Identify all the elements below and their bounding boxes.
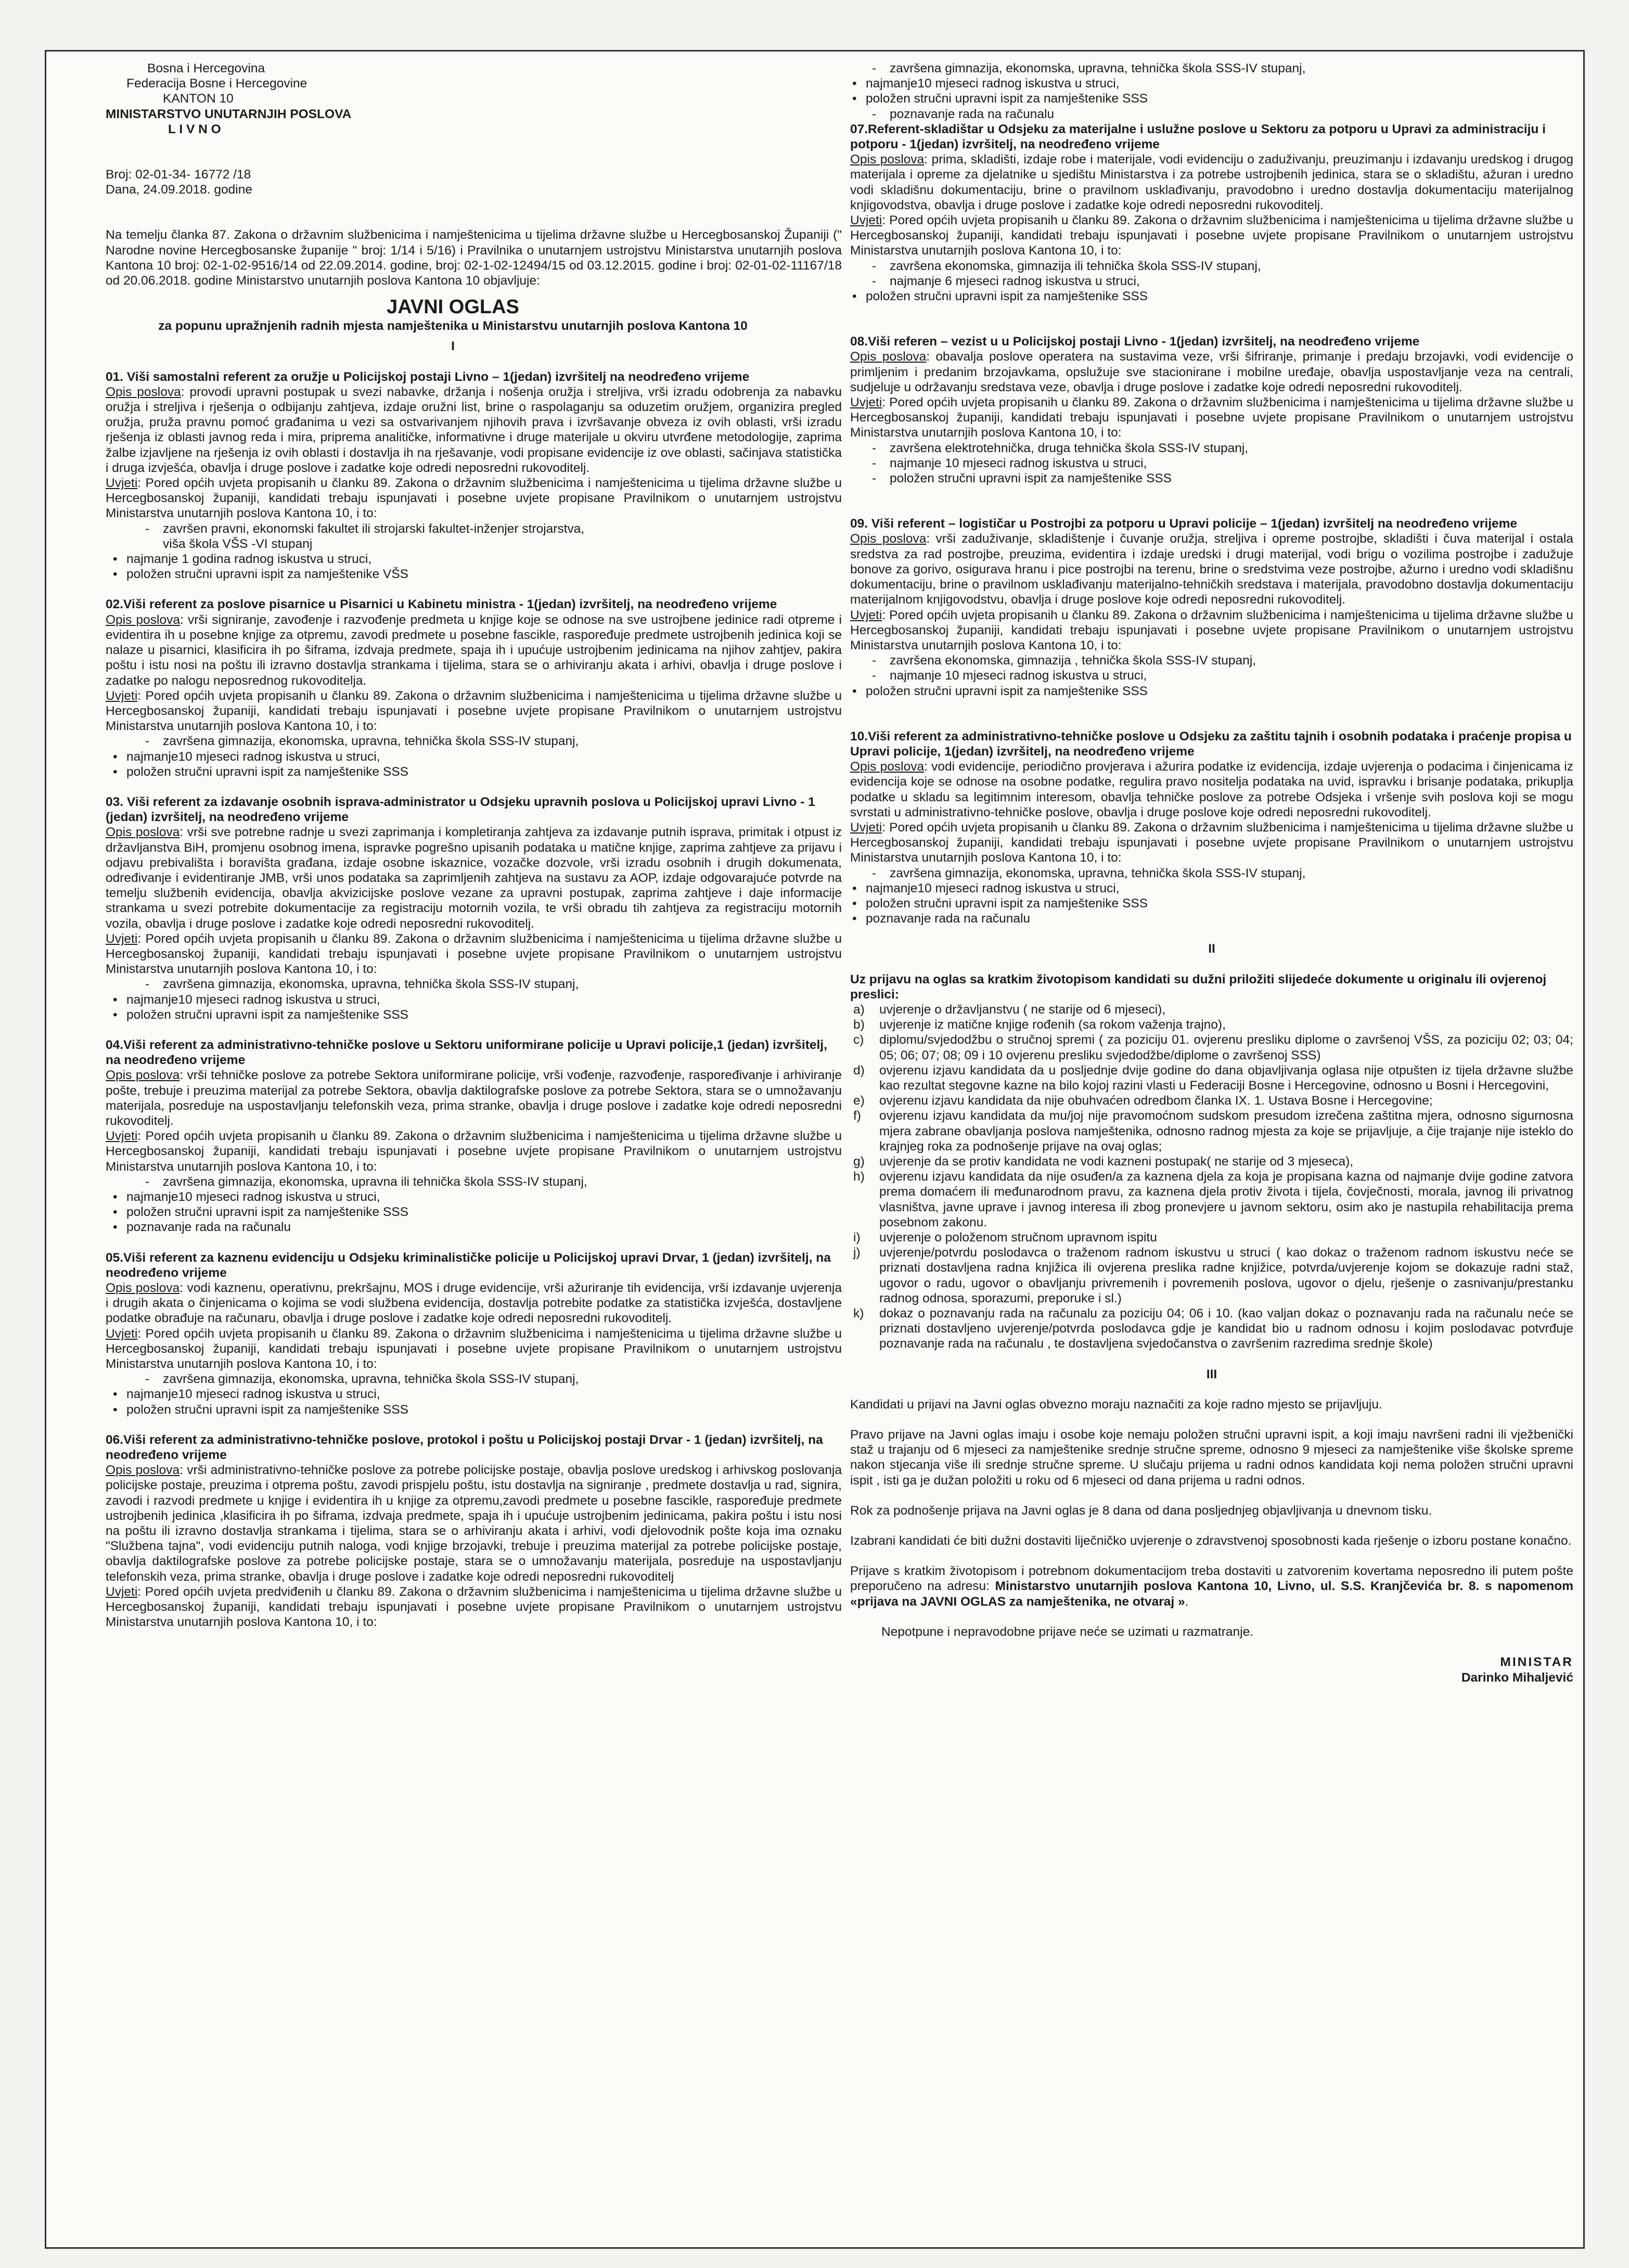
requirement: - položen stručni upravni ispit za namještenike SSS [890, 471, 1573, 486]
right-column [850, 61, 1573, 1686]
opis-label: Opis poslova [106, 825, 180, 840]
document-item-letter: i) [853, 1231, 861, 1245]
document-item-letter: g) [853, 1155, 865, 1169]
uvjeti-label: Uvjeti [106, 1584, 138, 1599]
document-item-letter: k) [853, 1306, 864, 1321]
opis-label: Opis poslova [850, 152, 925, 167]
closing-paragraph: Nepotpune i nepravodobne prijave neće se uzimati u razmatranje. [881, 1624, 1254, 1639]
opis-text: : vrši sve potrebne radnje u svezi zaprimanja i kompletiranja zahtjeva za izdavanje putnih isprava, primitak i otpust iz državljanstva BiH, promjenu osobnog imena, ispravke pogrešno upisanih podataka u matične knjige, zaprima zahtjeve za prijavu i odjavu prebivališta i boravišta građana, izdaje osobne iskaznice, vozačke dozvole, vrši izradu osobnih i drugih dokumenata, određivanje i evidentiranje JMB, vrši unos podataka sa zaprimljenih zahtjeva na sustavu za AOP, izdaje odgovarajuće potvrde na temelju službenih evidencija, obavlja akvizicijske poslove vezane za upravni postupak, zaprima zahtjeve i daje informacije strankama u svezi potrebite dokumentacije za registraciju motornih vozila, te vrši obradu tih zahtjeva za registraciju motornih vozila, obavlja i druge poslove i zadatke koje odredi neposredni rukovoditelj. [106, 825, 842, 931]
position-06-continued [850, 61, 1573, 122]
requirement: • položen stručni upravni ispit za namještenike SSS [126, 1402, 842, 1417]
document-item [853, 1306, 1573, 1352]
uvjeti-label: Uvjeti [106, 688, 138, 703]
document-item-text: ovjerenu izjavu kandidata da u posljednje dvije godine do dana objavljivanja oglasa nije otpušten iz tijela državne službe kao rezultat stegovne kazne na bilo kojoj razini vlasti u Federaciji Bosne i Hercegovine, odnosno u Bosni i Hercegovini, [879, 1063, 1573, 1093]
document-item-text: ovjerenu izjavu kandidata da mu/joj nije pravomoćnom sudskom presudom izrečena zaštitna mjera, odnosno sigurnosna mjera zabrane obavljanja poslova namještenika, odnosno radnog mjesta za koje se prijavljuje, a čije trajanje nije isteklo do krajnjeg roka za podnošenje prijave na ovaj oglas; [879, 1109, 1573, 1154]
document-item [853, 1002, 1573, 1017]
opis-text: : prima, skladišti, izdaje robe i materijale, vodi evidenciju o zaduživanju, preuzimanju i izdavanju uredskog i drugog materijala i opreme za djelatnike u sjedištu Ministarstva i za potrebe ustrojbenih jedinica, stara se o skladištu, ažuran i uredno vodi skladišnu dokumentaciju, brine o pravilnom usklađivanju, pravodobno i uredno dostavlja dokumentaciju materijalnog knjigovodstva, obavlja i druge poslove i zadatke koje odredi neposredni rukovoditelj. [850, 152, 1573, 212]
position-title: 10.Viši referent za administrativno-tehničke poslove u Odsjeku za zaštitu tajnih i osobnih podataka i praćenje propisa u Upravi policije, 1(jedan) izvršitelj, na neodređeno vrijeme [850, 729, 1572, 759]
requirement: • najmanje10 mjeseci radnog iskustva u struci, [126, 1189, 842, 1205]
requirement: • položen stručni upravni ispit za namještenike SSS [866, 896, 1573, 911]
requirement: • položen stručni upravni ispit za namještenike SSS [126, 764, 842, 779]
document-item-text: uvjerenje da se protiv kandidata ne vodi kazneni postupak( ne starije od 3 mjeseca), [879, 1155, 1354, 1169]
position-title: 01. Viši samostalni referent za oružje u Policijskoj postaji Livno – 1(jedan) izvršitelj na neodređeno vrijeme [106, 369, 750, 384]
page-subtitle: za popunu upražnjenih radnih mjesta namještenika u Ministarstvu unutarnjih poslova Kantona 10 [158, 319, 748, 334]
requirement: • najmanje10 mjeseci radnog iskustva u struci, [126, 749, 842, 764]
uvjeti-text: : Pored općih uvjeta predviđenih u članku 89. Zakona o državnim službenicima i namještenicima u tijelima državne službe u Hercegbosanskoj županiji, kandidati trebaju ispunjavati i posebne uvjete propisane Pravilnikom o unutarnjem ustrojstvu Ministarstva unutarnjih poslova Kantona 10, i to: [106, 1584, 842, 1630]
requirement: - najmanje 6 mjeseci radnog iskustva u struci, [890, 274, 1573, 289]
requirement: viša škola VŠS -VI stupanj [163, 536, 313, 551]
documents-intro: Uz prijavu na oglas sa kratkim životopisom kandidati su dužni priložiti slijedeće dokumente u originalu ili ovjerenoj preslici: [850, 972, 1547, 1002]
requirement: - poznavanje rada na računalu [890, 107, 1573, 122]
opis-text: : vrši signiranje, zavođenje i razvođenje predmeta u knjige koje se odnose na sve ustrojbene jedinice radi otpreme i evidentira ih u posebne knjige za otpremu, zavodi predmete u posebne fascikle, raspoređuje predmete ustrojbenih jedinica koji se nalaze u pisarnici, klasificira ih po šiframa, izdvaja predmete, spaja ih i upućuje ustrojbenim jedinicama na njihov zahtjev, pakira poštu i istu nosi na poštu ili izravno dostavlja strankama i tijelima, stara se o arhiviranju akata i arhivi, obavlja i druge poslove i zadatke po nalogu neposrednog rukovoditelja. [106, 612, 842, 688]
document-item-letter: a) [853, 1002, 865, 1017]
requirement: - završena ekonomska, gimnazija ili tehnička škola SSS-IV stupanj, [890, 259, 1573, 274]
closing-paragraph [850, 1564, 1573, 1609]
submission-text: Prijave s kratkim životopisom i potrebnom dokumentacijom treba dostaviti u zatvorenim kovertama neposredno ili putem pošte preporučeno na adresu: [850, 1564, 1573, 1594]
requirement: • najmanje10 mjeseci radnog iskustva u struci, [126, 992, 842, 1007]
page-title: JAVNI OGLAS [387, 296, 519, 318]
document-item-letter: d) [853, 1063, 865, 1078]
requirement: • položen stručni upravni ispit za namještenike SSS [866, 289, 1573, 304]
signature-name: Darinko Mihaljević [1461, 1671, 1573, 1685]
uvjeti-label: Uvjeti [850, 213, 882, 228]
opis-label: Opis poslova [106, 1463, 180, 1478]
position-title: 04.Viši referent za administrativno-tehničke poslove u Sektoru uniformirane policije u Upravi policije,1 (jedan) izvršitelj, na neodređeno vrijeme [106, 1037, 827, 1068]
requirement: - najmanje 10 mjeseci radnog iskustva u struci, [890, 668, 1573, 683]
document-item-text: uvjerenje o državljanstvu ( ne starije od 6 mjeseci), [879, 1002, 1166, 1017]
reference-number: Broj: 02-01-34- 16772 /18 [106, 168, 251, 182]
document-item-letter: f) [853, 1109, 861, 1123]
document-date: Dana, 24.09.2018. godine [106, 183, 252, 197]
requirement: - završena gimnazija, ekonomska, upravna, tehnička škola SSS-IV stupanj, [163, 734, 842, 749]
document-item [853, 1063, 1573, 1093]
header-line: L I V N O [168, 122, 221, 136]
opis-text: : vrši zaduživanje, skladištenje i čuvanje oružja, streljiva i opreme postrojbe, skladišti i čuva materijal i ostala sredstva za rad postrojbe, preuzima, evidentira i izdaje uredski i drugi materijal, vodi brigu o vozilima postrojbe i zadužuje bonove za gorivo, osigurava hranu i pice postrojbi na terenu, brine o sredstvima veze postrojbe, ažurno i uredno vodi skladišnu dokumentaciju, brine o pravilnom usklađivanju materijalno-tehničkih sredstava i materijala, pravodobno dostavlja dokumentaciju materijalnom knjigovodstvu, obavlja i druge poslove koje odredi neposredni rukovoditelj. [850, 532, 1573, 607]
document-item [853, 1032, 1573, 1062]
requirement: • položen stručni upravni ispit za namještenike SSS [866, 684, 1573, 699]
document-item [853, 1230, 1573, 1245]
letterhead [64, 61, 842, 137]
document-item-text: dokaz o poznavanju rada na računalu za poziciju 04; 06 i 10. (kao valjan dokaz o poznavanju rada na računalu neće se priznati dostavljeno uvjerenje/potvrda poslodavca gdje je kandidat bio u radnom odnosu i kojim poslodavac potvrđuje poznavanje rada na računalu , te dostavljena svjedočanstva o završenim razredima srednje škole) [879, 1306, 1573, 1351]
document-item-letter: j) [853, 1246, 861, 1260]
requirement: • najmanje10 mjeseci radnog iskustva u struci, [866, 881, 1573, 896]
opis-text: : vodi kaznenu, operativnu, prekršajnu, MOS i druge evidencije, vrši ažuriranje tih evidencija, vrši izdavanje uvjerenja i drugih akata o činjenicama o kojima se vodi službena evidencija, dostavlja potrebite podatke za statistička izvješća, dostavljene podatke obrađuje na računaru, obavlja i druge poslove i zadatke koje odredi neposredni rukovoditelj. [106, 1281, 842, 1326]
document-item [853, 1017, 1573, 1032]
uvjeti-label: Uvjeti [850, 608, 882, 622]
document-item [853, 1154, 1573, 1169]
requirement: • najmanje 1 godina radnog iskustva u struci, [126, 552, 842, 567]
opis-label: Opis poslova [106, 1281, 180, 1296]
document-item-letter: e) [853, 1094, 865, 1108]
opis-text: : obavalja poslove operatera na sustavima veze, vrši šifriranje, primanje i predaju brzojavki, vodi evidencije o primljenim i predanim brzojavkama, opslužuje sve stacionirane i mobilne uređaje, obavlja uspostavljanje veza na centrali, sudjeluje u održavanju sredstava veze, obavlja i druge poslove i zadatke koje odredi neposredni rukovoditelj. [850, 350, 1573, 394]
uvjeti-label: Uvjeti [106, 1326, 138, 1341]
closing-paragraph: Pravo prijave na Javni oglas imaju i osobe koje nemaju položen stručni upravni ispit, a koji imaju navršeni radni ili vježbenički staž u trajanju od 6 mjeseci za namještenike srednje stručne spreme, odnosno 9 mjeseci za namještenike više školske spreme nakon stjecanja više ili srednje stručne spreme. U slučaju prijema u radni odnos kandidata koji nema položen stručni upravni ispit , isti ga je dužan položiti u roku od 6 mjeseci od dana prijema u radni odnos. [850, 1428, 1573, 1488]
intro-paragraph: Na temelju članka 87. Zakona o državnim službenicima i namještenicima u tijelima državne službe u Hercegbosanskoj Županiji (" Narodne novine Hercegbosanske županije " broj: 1/14 i 5/16) i Pravilnika o unutarnjem ustrojstvu Ministarstva unutarnjih poslova Kantona 10 broj: 02-1-02-9516/14 od 22.09.2014. godine, broj: 02-1-02-12494/15 od 03.12.2015. godine i broj: 02-01-02-11167/18 od 20.06.2018. godine Ministarstvo unutarnjih poslova Kantona 10 objavljuje: [106, 228, 842, 288]
position-title: 09. Viši referent – logističar u Postrojbi za potporu u Upravi policije – 1(jedan) izvršitelj na neodređeno vrijeme [850, 517, 1518, 531]
requirement: - završena gimnazija, ekonomska, upravna, tehnička škola SSS-IV stupanj, [163, 977, 842, 992]
document-item-text: uvjerenje/potvrdu poslodavca o traženom radnom iskustvu u struci ( kao dokaz o traženom radnom iskustvu neće se priznati dostavljena radna knjižica ili ovjerena preslika radne knjižice, potvrda/uvjerenje kojom se dokazuje radni staž, ugovor o radu, ugovor o obavljanju privremenih i povremenih poslova, ugovor o djelu, rješenje o zasnivanju/prestanku radnog odnosa, sporazumi, preporuke i sl.) [879, 1246, 1573, 1305]
closing-paragraph: Kandidati u prijavi na Javni oglas obvezno moraju naznačiti za koje radno mjesto se prijavljuju. [850, 1397, 1382, 1412]
document-item [853, 1169, 1573, 1230]
documents-list [850, 1002, 1573, 1352]
requirement: • najmanje10 mjeseci radnog iskustva u struci, [126, 1387, 842, 1402]
document-item [853, 1245, 1573, 1306]
document-item-text: ovjerenu izjavu kandidata da nije osuđen/a za kaznena djela za koja je propisana kazna od najmanje dvije godine zatvora prema domaćem ili međunarodnom pravu, za kaznena djela protiv života i tijela, čovječnosti, morala, javnog ili privatnog vlasništva, javne uprave i javnog interesa ili zbog pronevjere u javnom sektoru, osim ako je nastupila rehabilitacija prema posebnom zakonu. [879, 1170, 1573, 1229]
position-05 [106, 1250, 842, 1417]
opis-label: Opis poslova [850, 350, 927, 364]
document-item-text: diplomu/svjedodžbu o stručnoj spremi ( za poziciju 01. ovjerenu presliku diplome o završenoj VŠS, za poziciju 02; 03; 04; 05; 06; 07; 08; 09 i 10 ovjerenu presliku svjedodžbe/diplome o završenoj SSS) [879, 1033, 1573, 1062]
uvjeti-text: : Pored općih uvjeta propisanih u članku 89. Zakona o državnim službenicima i namještenicima u tijelima državne službe u Hercegbosanskoj županiji, kandidati trebaju ispunjavati i posebne uvjete propisane Pravilnikom o unutarnjem ustrojstvu Ministarstva unutarnjih poslova Kantona 10, i to: [850, 608, 1573, 652]
header-line: Federacija Bosne i Hercegovine [126, 76, 307, 91]
requirement: - završena gimnazija, ekonomska, upravna, tehnička škola SSS-IV stupanj, [890, 61, 1573, 76]
header-line: KANTON 10 [163, 92, 234, 106]
requirement: • položen stručni upravni ispit za namještenike VŠS [126, 567, 842, 582]
requirement: - završena ekonomska, gimnazija , tehnička škola SSS-IV stupanj, [890, 653, 1573, 668]
requirement: - završena gimnazija, ekonomska, upravna ili tehnička škola SSS-IV stupanj, [163, 1174, 842, 1189]
uvjeti-text: : Pored općih uvjeta propisanih u članku 89. Zakona o državnim službenicima i namještenicima u tijelima državne službe u Hercegbosanskoj županiji, kandidati trebaju ispunjavati i posebne uvjete propisane Pravilnikom o unutarnjem ustrojstvu Ministarstva unutarnjih poslova Kantona 10, i to: [850, 395, 1573, 440]
uvjeti-text: : Pored općih uvjeta propisanih u članku 89. Zakona o državnim službenicima i namještenicima u tijelima državne službe u Hercegbosanskoj županiji, kandidati trebaju ispunjavati i posebne uvjete propisane Pravilnikom o unutarnjem ustrojstvu Ministarstva unutarnjih poslova Kantona 10, i to: [850, 213, 1573, 258]
requirement: • najmanje10 mjeseci radnog iskustva u struci, [866, 76, 1573, 91]
opis-label: Opis poslova [850, 532, 927, 546]
requirement: - završena elektrotehnička, druga tehnička škola SSS-IV stupanj, [890, 441, 1573, 456]
uvjeti-text: : Pored općih uvjeta propisanih u članku 89. Zakona o državnim službenicima i namještenicima u tijelima državne službe u Hercegbosanskoj županiji, kandidati trebaju ispunjavati i posebne uvjete propisane Pravilnikom o unutarnjem ustrojstvu Ministarstva unutarnjih poslova Kantona 10, i to: [106, 1129, 842, 1174]
position-09 [850, 516, 1573, 698]
document-item-letter: c) [853, 1033, 864, 1047]
uvjeti-label: Uvjeti [106, 476, 138, 491]
section-heading: III [1206, 1367, 1217, 1381]
section-heading: II [1208, 942, 1215, 956]
position-title: 05.Viši referent za kaznenu evidenciju u Odsjeku kriminalističke policije u Policijskoj upravi Drvar, 1 (jedan) izvršitelj, na neodređeno vrijeme [106, 1250, 831, 1280]
section-heading: I [451, 339, 455, 354]
document-frame [45, 50, 1585, 2249]
requirement: • položen stručni upravni ispit za namještenike SSS [866, 91, 1573, 106]
closing-paragraph: Izabrani kandidati će biti dužni dostaviti liječničko uvjerenje o zdravstvenoj sposobnosti kada rješenje o izboru postane konačno. [850, 1534, 1572, 1548]
opis-text: : vodi evidencije, periodično provjerava i ažurira podatke iz evidencija, izdaje uvjerenja o podacima i činjenicama iz evidencija koje se odnose na osobne podatke, regulira pravo nositelja podataka na uvid, ispravku i brisanje podataka, prikuplja podatke u skladu sa legitimnim interesom, obavlja tehničke poslove za potrebe Odsjeka i vršenje svih poslova koji se mogu svrstati u administrativno-tehničke poslove, obavlja i druge poslove koje odredi neposredni rukovoditelj. [850, 760, 1573, 819]
header-line: Bosna i Hercegovina [147, 61, 265, 75]
position-01 [106, 369, 842, 582]
requirement: - najmanje 10 mjeseci radnog iskustva u struci, [890, 456, 1573, 471]
position-02 [106, 597, 842, 779]
requirement: • položen stručni upravni ispit za namještenike SSS [126, 1205, 842, 1220]
opis-label: Opis poslova [106, 385, 181, 399]
uvjeti-text: : Pored općih uvjeta propisanih u članku 89. Zakona o državnim službenicima i namještenicima u tijelima državne službe u Hercegbosanskoj županiji, kandidati trebaju ispunjavati i posebne uvjete propisane Pravilnikom o unutarnjem ustrojstvu Ministarstva unutarnjih poslova Kantona 10, i to: [106, 1326, 842, 1372]
requirement: • poznavanje rada na računalu [866, 911, 1573, 926]
uvjeti-label: Uvjeti [850, 820, 882, 835]
document-item-text: uvjerenje iz matične knjige rođenih (sa rokom važenja trajno), [879, 1018, 1226, 1032]
uvjeti-label: Uvjeti [850, 395, 882, 410]
requirement: • položen stručni upravni ispit za namještenike SSS [126, 1007, 842, 1022]
document-item-text: uvjerenje o položenom stručnom upravnom ispitu [879, 1231, 1157, 1245]
uvjeti-text: : Pored općih uvjeta propisanih u članku 89. Zakona o državnim službenicima i namještenicima u tijelima državne službe u Hercegbosanskoj županiji, kandidati trebaju ispunjavati i posebne uvjete propisane Pravilnikom o unutarnjem ustrojstvu Ministarstva unutarnjih poslova Kantona 10, i to: [106, 476, 842, 521]
document-item [853, 1093, 1573, 1108]
submission-end: . [1185, 1594, 1189, 1609]
document-item [853, 1108, 1573, 1154]
requirement: - završen pravni, ekonomski fakultet ili strojarski fakultet-inženjer strojarstva, [163, 521, 842, 536]
opis-text: : vrši tehničke poslove za potrebe Sektora uniformirane policije, vrši vođenje, razvođenje, raspoređivanje i arhiviranje pošte, trebuje i preuzima materijal za potrebe Sektora, obavlja daktilografske poslove za potrebe Sektora, stara se o umnožavanju materijala, posreduje na uspostavljanju telefonskih veza, prima stranke, obavlja i druge poslove i zadatke koje odredi neposredni rukovoditelj. [106, 1068, 842, 1128]
uvjeti-text: : Pored općih uvjeta propisanih u članku 89. Zakona o državnim službenicima i namještenicima u tijelima državne službe u Hercegbosanskoj županiji, kandidati trebaju ispunjavati i posebne uvjete propisane Pravilnikom o unutarnjem ustrojstvu Ministarstva unutarnjih poslova Kantona 10, i to: [106, 688, 842, 734]
opis-label: Opis poslova [850, 760, 925, 774]
position-04 [106, 1037, 842, 1235]
closing-paragraph: Rok za podnošenje prijava na Javni oglas je 8 dana od dana posljednjeg objavljivanja u dnevnom tisku. [850, 1503, 1432, 1518]
position-07 [850, 122, 1573, 304]
requirement: • poznavanje rada na računalu [126, 1220, 842, 1235]
opis-label: Opis poslova [106, 612, 180, 627]
position-08 [850, 334, 1573, 486]
submission-address: Ministarstvo unutarnjih poslova Kantona 10, Livno, ul. S.S. Kranjčevića br. 8. s napomenom «prijava na JAVNI OGLAS za namještenika, ne otvaraj » [850, 1579, 1573, 1609]
opis-text: : vrši administrativno-tehničke poslove za potrebe policijske postaje, obavlja poslove uredskog i arhivskog poslovanja policijske postaje, preuzima i otprema poštu, zavodi prispjelu poštu, istu dostavlja na signiranje , predmete dostavlja u rad, signira, zavodi i razvodi predmete u knjige i evidentira ih u knjige za otpremu,zavodi predmete u posebne fascikle, raspoređuje predmete ustrojbenih jedinica ,klasificira ih po šiframa, izdvaja predmete, spaja ih i upućuje ustrojbenim jedinicama, pakira poštu i istu nosi na poštu ili izravno dostavlja strankama i tijelima, stara se o arhiviranju akata i arhivi, vodi djelovodnik pošte koja ima oznaku "Službena tajna", vodi evidenciju putnih naloga, vodi knjige brzojavki, trebuje i preuzima materijal za potrebe policijske postaje, obavlja daktilografske poslove za potrebe policijske postaje, stara se o umnožavanju materijala, posreduje na uspostavljanju telefonskih veza, prima stranke, obavlja i druge poslove i zadatke koje odredi neposredni rukovoditelj [106, 1463, 842, 1584]
position-title: 03. Viši referent za izdavanje osobnih isprava-administrator u Odsjeku upravnih poslova u Policijskoj upravi Livno - 1 (jedan) izvršitelj, na neodređeno vrijeme [106, 795, 815, 825]
position-10 [850, 729, 1573, 927]
uvjeti-label: Uvjeti [106, 931, 138, 946]
position-title: 02.Viši referent za poslove pisarnice u Pisarnici u Kabinetu ministra - 1(jedan) izvršitelj, na neodređeno vrijeme [106, 597, 777, 612]
uvjeti-text: : Pored općih uvjeta propisanih u članku 89. Zakona o državnim službenicima i namještenicima u tijelima državne službe u Hercegbosanskoj županiji, kandidati trebaju ispunjavati i posebne uvjete propisane Pravilnikom o unutarnjem ustrojstvu Ministarstva unutarnjih poslova Kantona 10, i to: [850, 820, 1573, 865]
header-line: MINISTARSTVO UNUTARNJIH POSLOVA [106, 107, 352, 121]
signature-title: MINISTAR [1500, 1655, 1573, 1670]
requirement: - završena gimnazija, ekonomska, upravna, tehnička škola SSS-IV stupanj, [163, 1372, 842, 1387]
position-title: 07.Referent-skladištar u Odsjeku za materijalne i uslužne poslove u Sektoru za potporu u Upravi za administraciju i potporu - 1(jedan) izvršitelj, na neodređeno vrijeme [850, 122, 1546, 152]
position-title: 08.Viši referen – vezist u u Policijskoj postaji Livno - 1(jedan) izvršitelj, na neodređeno vrijeme [850, 335, 1420, 349]
uvjeti-label: Uvjeti [106, 1129, 138, 1144]
document-item-letter: h) [853, 1170, 865, 1184]
opis-text: : provodi upravni postupak u svezi nabavke, držanja i nošenja oružja i streljiva, vrši izradu odobrenja za nabavku oružja i streljiva i rješenja o odbijanju zahtjeva, izdaje oružni list, brine o raspolaganju sa oduzetim oružjem, organizira pregled oružja, pruža pravnu pomoć građanima u vezi sa ostvarivanjem njihovih prava i izvršavanje obveza iz ovih oblasti, vrši izradu rješenja iz oblasti javnog reda i mira, priprema analitičke, informativne i druge materijale u okviru utvrđene metodologije, zaprima žalbe izjavljene na rješenja iz ovih oblasti i dostavlja ih na rješavanje, vodi propisane evidencije iz ove oblasti, sačinjava statistička i druga izvješća, obavlja i druge poslove i zadatke koje odredi neposredni rukovoditelj. [106, 385, 842, 475]
requirement: - završena gimnazija, ekonomska, upravna, tehnička škola SSS-IV stupanj, [890, 866, 1573, 881]
position-06 [106, 1432, 842, 1630]
uvjeti-text: : Pored općih uvjeta propisanih u članku 89. Zakona o državnim službenicima i namještenicima u tijelima državne službe u Hercegbosanskoj županiji, kandidati trebaju ispunjavati i posebne uvjete propisane Pravilnikom o unutarnjem ustrojstvu Ministarstva unutarnjih poslova Kantona 10, i to: [106, 931, 842, 977]
document-item-letter: b) [853, 1018, 865, 1032]
document-item-text: ovjerenu izjavu kandidata da nije obuhvaćen odredbom članka IX. 1. Ustava Bosne i Hercegovine; [879, 1094, 1433, 1108]
left-column [64, 61, 842, 1630]
position-title: 06.Viši referent za administrativno-tehničke poslove, protokol i poštu u Policijskoj postaji Drvar - 1 (jedan) izvršitelj, na neodređeno vrijeme [106, 1432, 823, 1463]
position-03 [106, 795, 842, 1022]
opis-label: Opis poslova [106, 1068, 180, 1083]
